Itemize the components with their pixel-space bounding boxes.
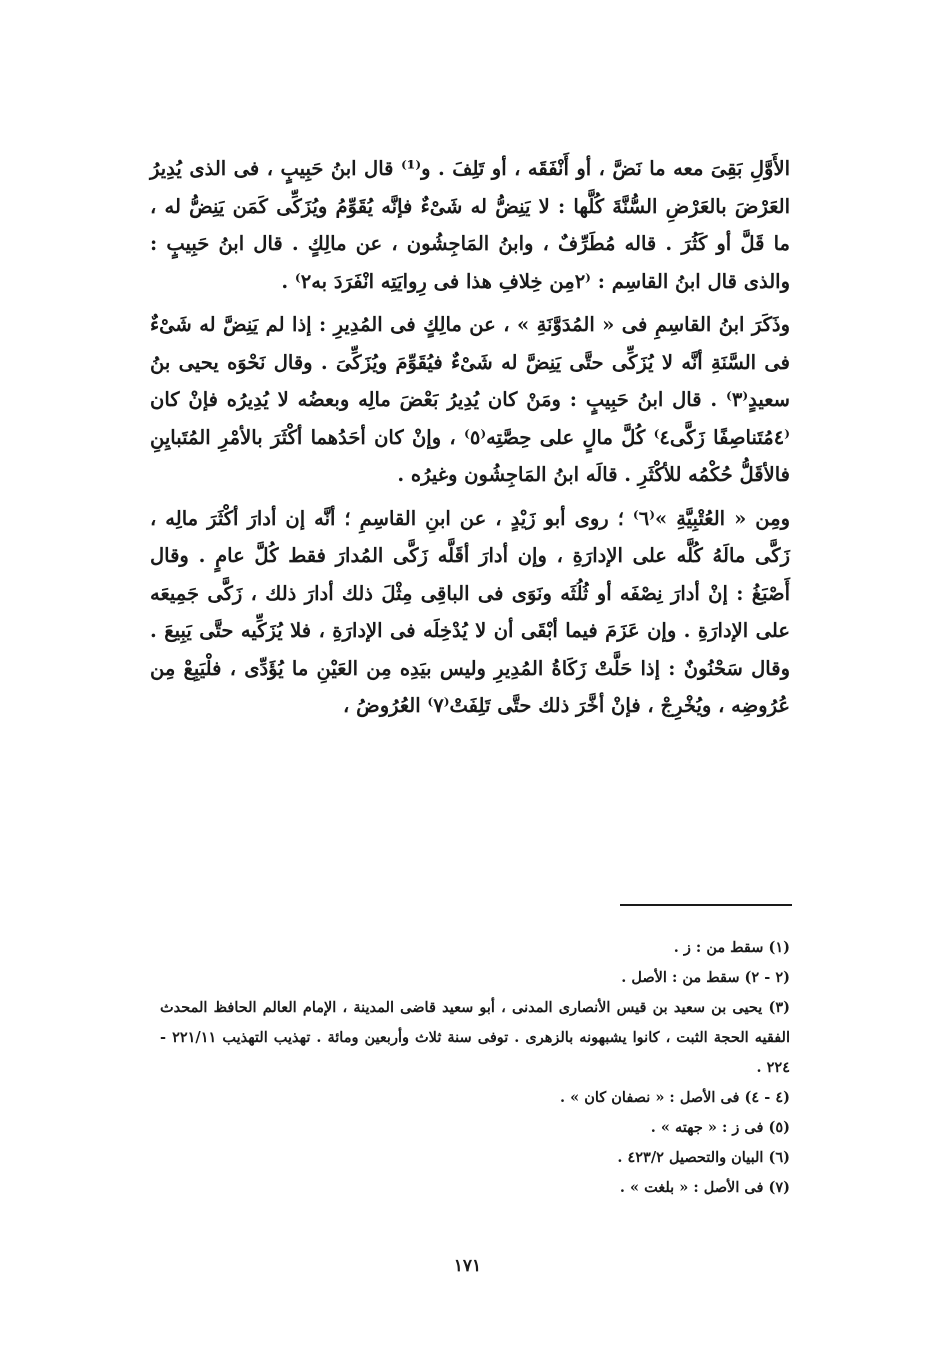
footnote-2: (٢ - ٢) سقط من : الأصل . [621,969,790,986]
footnote-5: (٥) فى ز : « جهته » . [650,1119,790,1136]
page-number: ١٧١ [453,1256,482,1276]
paragraph-3: ومِن « العُتْبِيَّةِ »⁽٦⁾ ؛ روى أبو زَيْدٍ ، عن ابنِ القاسِمِ ؛ أنَّه إن أدارَ أكْثَرَ مالِه ، زَكَّى مالَهُ كُلَّه على الإدارَةِ ، وإن أدارَ أقَلَّه زَكَّى المُدارَ فقط كُلَّ عامٍ . وقال أَصْبَغُ : إنْ أدارَ نِصْفَه أو ثُلُثَه ونَوَى فى الباقِى مِثْلَ ذلك أدارَ ذلك ، زَكَّى جَمِيعَه على الإدارَةِ . وإن عَزَمَ فيما أبْقَى أن لا يُدْخِلَه فى الإدارَةِ ، فلا يُزَكِّيه حتَّى يَبِيعَ . وقال سَحْنُونٌ : إذا حَلَّتْ زَكَاةُ المُدِيرِ وليس بيَدِه مِن العَيْنِ ما يُؤَدِّى ، فلْيَبِعْ مِن عُرُوضِه ، ويُخْرِجْ ، فإنْ أخَّرَ ذلك حتَّى تَلِفَتْ⁽٧⁾ العُرُوضُ ، [150,506,790,717]
paragraph-1: الأَوَّلِ بَقِىَ معه ما نَضَّ ، أو أَنْفَقَه ، أو تَلِفَ . و⁽¹⁾ قال ابنُ حَبِيبٍ ، فى الذى يُدِيرُ العَرْضَ بالعَرْضِ السُّنَّةَ كُلَّها : لا يَنِضُّ له شَىْءٌ فإنَّه يُقَوِّمُ ويُزَكِّى كَمَن يَنِضُّ له ، ما قَلَّ أو كَثُرَ . قاله مُطَرِّفٌ ، وابنُ المَاجِشُون ، عن مالِكٍ . قال ابنُ حَبِيبٍ : والذى قال ابنُ القاسِم : ⁽٢مِن خِلافِ هذا فى رِوايَتِه انْفَرَدَ به٢⁾ . [150,157,790,293]
footnote-3: (٣) يحيى بن سعيد بن قيس الأنصارى المدنى ، أبو سعيد قاضى المدينة ، الإمام العالم الحافظ المحدث الفقيه الحجة الثبت ، كانوا يشبهونه بالزهرى . توفى سنة ثلاث وأربعين ومائة . تهذيب التهذيب ٢٢١/١١ - ٢٢٤ . [160,999,790,1076]
footnote-6: (٦) البيان والتحصيل ٤٢٣/٢ . [617,1149,790,1166]
footnote-7: (٧) فى الأصل : « بلغت » . [619,1179,790,1196]
main-text [150,150,790,725]
footnote-separator [620,904,792,906]
footnote-4: (٤ - ٤) فى الأصل : « نصفان كان » . [560,1089,790,1106]
footnote-1: (١) سقط من : ز . [673,939,790,956]
paragraph-2: وذَكَرَ ابنُ القاسِمِ فى « المُدَوَّنَةِ » ، عن مالِكٍ فى المُدِيرِ : إذا لم يَنِضَّ له شَىْءٌ فى السَّنَةِ أنَّه لا يُزَكِّى حتَّى يَنِضَّ له شَىْءٌ فيُقَوِّمَ ويُزَكِّىَ . وقال نَحْوَه يحيى بنُ سعيدٍ⁽٣⁾ . قال ابنُ حَبِيبٍ : ومَنْ كان يُدِيرُ بَعْضَ مالِه وبعضُه لا يُدِيرُه فإنْ كان ⁽٤مُتَناصِفًا زَكَّى٤⁾ كُلَّ مالٍ على حِصَّتِه⁽٥⁾ ، وإنْ كان أحَدُهما أكْثَرَ بالأمْرِ المُتَبايِنِ فالأقَلُّ حُكْمُه للأكْثَرِ . قالَه ابنُ المَاجِشُون وغيرُه . [150,313,790,486]
footnotes [160,933,790,1203]
